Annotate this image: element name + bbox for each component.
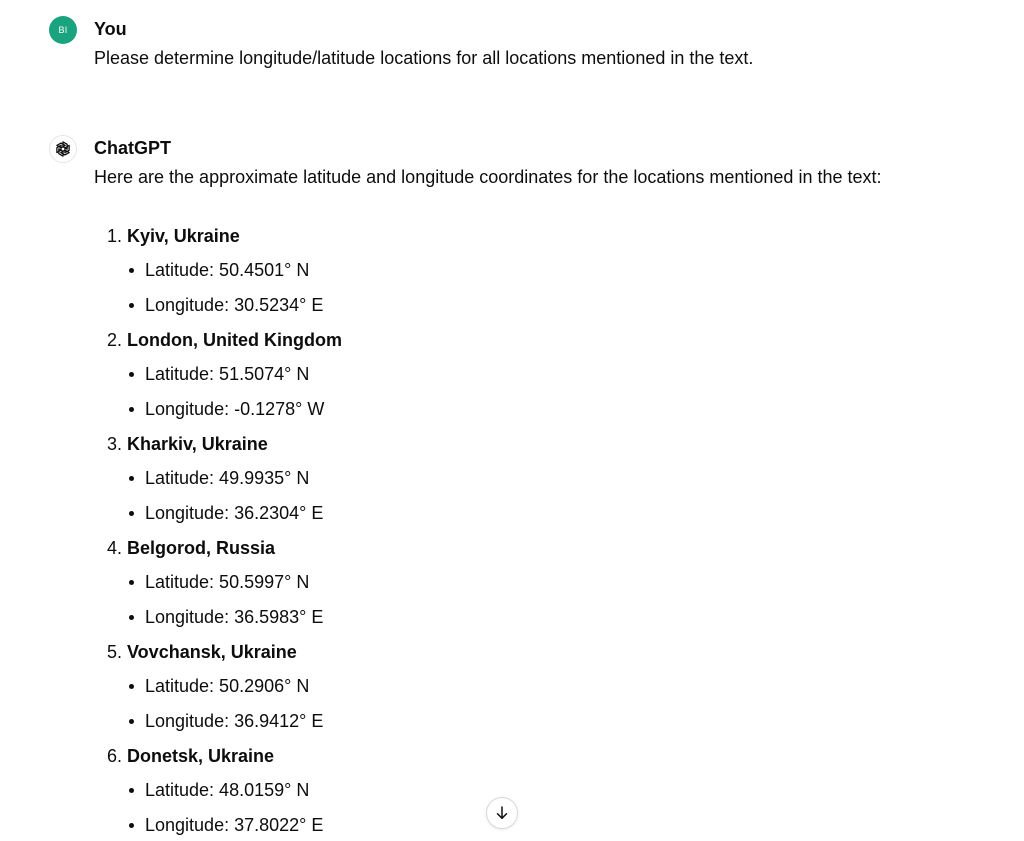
location-number: 3. — [106, 434, 122, 454]
location-name: Vovchansk, Ukraine — [127, 642, 297, 662]
latitude-item — [94, 466, 342, 501]
latitude-item — [94, 362, 342, 397]
coordinates-list — [94, 258, 342, 328]
latitude-item — [94, 570, 342, 605]
location-item — [94, 432, 342, 536]
location-name: Belgorod, Russia — [127, 538, 276, 558]
longitude-item — [94, 501, 342, 536]
location-item — [94, 224, 342, 328]
location-number: 6. — [106, 746, 122, 766]
latitude-text: Latitude: 51.5074° N — [145, 364, 310, 384]
location-number: 5. — [106, 642, 122, 662]
location-item — [94, 744, 342, 841]
longitude-item — [94, 397, 342, 432]
longitude-text: Longitude: -0.1278° W — [145, 399, 325, 419]
arrow-down-icon — [493, 804, 511, 822]
longitude-item — [94, 709, 342, 744]
location-name: Donetsk, Ukraine — [127, 746, 275, 766]
coordinates-list — [94, 674, 342, 744]
latitude-text: Latitude: 49.9935° N — [145, 468, 310, 488]
user-avatar: BI — [49, 16, 77, 44]
longitude-item — [94, 293, 342, 328]
assistant-author-name: ChatGPT — [94, 138, 172, 158]
coordinates-list — [94, 778, 342, 841]
location-item — [94, 536, 342, 640]
location-name: Kharkiv, Ukraine — [127, 434, 268, 454]
location-number: 2. — [106, 330, 122, 350]
location-name: Kyiv, Ukraine — [127, 226, 240, 246]
location-name: London, United Kingdom — [127, 330, 342, 350]
latitude-item — [94, 258, 342, 293]
location-number: 1. — [106, 226, 122, 246]
latitude-item — [94, 674, 342, 709]
user-message-text: Please determine longitude/latitude locations for all locations mentioned in the text. — [94, 48, 754, 68]
latitude-text: Latitude: 50.4501° N — [145, 260, 310, 280]
location-item — [94, 328, 342, 432]
coordinates-list — [94, 570, 342, 640]
location-heading — [94, 224, 342, 258]
longitude-text: Longitude: 36.2304° E — [145, 503, 324, 523]
latitude-text: Latitude: 50.2906° N — [145, 676, 310, 696]
longitude-text: Longitude: 30.5234° E — [145, 295, 324, 315]
location-heading — [94, 432, 342, 466]
coordinates-list — [94, 362, 342, 432]
scroll-down-button[interactable] — [486, 797, 518, 829]
longitude-text: Longitude: 36.9412° E — [145, 711, 324, 731]
locations-list — [94, 224, 342, 841]
latitude-text: Latitude: 48.0159° N — [145, 780, 310, 800]
longitude-item — [94, 605, 342, 640]
assistant-intro-text: Here are the approximate latitude and longitude coordinates for the locations mentioned in the text: — [94, 167, 882, 187]
location-number: 4. — [106, 538, 122, 558]
location-heading — [94, 744, 342, 778]
coordinates-list — [94, 466, 342, 536]
location-heading — [94, 328, 342, 362]
user-author-name: You — [94, 19, 127, 39]
openai-logo-icon — [49, 135, 77, 163]
location-heading — [94, 536, 342, 570]
longitude-text: Longitude: 36.5983° E — [145, 607, 324, 627]
location-item — [94, 640, 342, 744]
latitude-text: Latitude: 50.5997° N — [145, 572, 310, 592]
location-heading — [94, 640, 342, 674]
latitude-item — [94, 778, 342, 813]
longitude-text: Longitude: 37.8022° E — [145, 815, 324, 835]
longitude-item — [94, 813, 342, 841]
